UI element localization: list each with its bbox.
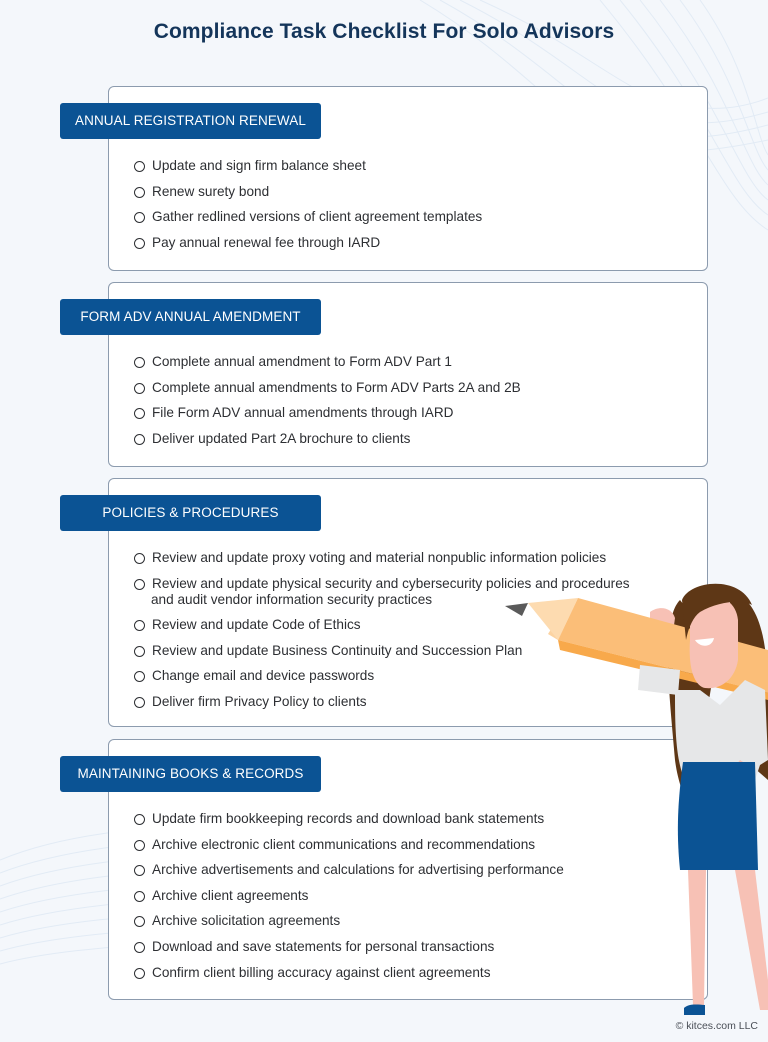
woman-holding-pencil-illustration (490, 570, 768, 1020)
circle-checkbox-icon[interactable] (134, 840, 145, 851)
circle-checkbox-icon[interactable] (134, 671, 145, 682)
section-header-annual-registration-renewal: ANNUAL REGISTRATION RENEWAL (60, 103, 321, 139)
circle-checkbox-icon[interactable] (134, 357, 145, 368)
circle-checkbox-icon[interactable] (134, 891, 145, 902)
circle-checkbox-icon[interactable] (134, 865, 145, 876)
circle-checkbox-icon[interactable] (134, 408, 145, 419)
checklist-item[interactable]: Review and update physical security and cybersecurity policies and procedures (134, 576, 630, 592)
checklist-item[interactable]: Review and update Code of Ethics (134, 617, 630, 643)
checklist-item[interactable]: Deliver firm Privacy Policy to clients (134, 694, 630, 720)
checklist-item[interactable]: Pay annual renewal fee through IARD (134, 235, 482, 261)
circle-checkbox-icon[interactable] (134, 916, 145, 927)
page-title: Compliance Task Checklist For Solo Advisors (153, 20, 615, 43)
section-header-form-adv-annual-amendment: FORM ADV ANNUAL AMENDMENT (60, 299, 321, 335)
checklist-item[interactable]: Review and update Business Continuity and Succession Plan (134, 643, 630, 669)
section-header-maintaining-books-records: MAINTAINING BOOKS & RECORDS (60, 756, 321, 792)
circle-checkbox-icon[interactable] (134, 968, 145, 979)
checklist-form-adv-annual-amendment (134, 354, 521, 457)
checklist-annual-registration-renewal (134, 158, 482, 261)
checklist-item[interactable]: File Form ADV annual amendments through IARD (134, 405, 521, 431)
checklist-item[interactable]: Change email and device passwords (134, 668, 630, 694)
circle-checkbox-icon[interactable] (134, 942, 145, 953)
circle-checkbox-icon[interactable] (134, 238, 145, 249)
copyright-footer: © kitces.com LLC (675, 1020, 758, 1032)
circle-checkbox-icon[interactable] (134, 187, 145, 198)
checklist-item[interactable]: Renew surety bond (134, 184, 482, 210)
checklist-item[interactable]: Confirm client billing accuracy against client agreements (134, 965, 564, 991)
checklist-item[interactable]: Archive electronic client communications and recommendations (134, 837, 564, 863)
circle-checkbox-icon[interactable] (134, 161, 145, 172)
circle-checkbox-icon[interactable] (134, 212, 145, 223)
checklist-item[interactable]: Gather redlined versions of client agreement templates (134, 209, 482, 235)
circle-checkbox-icon[interactable] (134, 553, 145, 564)
circle-checkbox-icon[interactable] (134, 434, 145, 445)
checklist-item[interactable]: Update and sign firm balance sheet (134, 158, 482, 184)
circle-checkbox-icon[interactable] (134, 579, 145, 590)
checklist-item-continuation: and audit vendor information security practices (151, 591, 433, 607)
checklist-item[interactable]: Complete annual amendments to Form ADV Parts 2A and 2B (134, 380, 521, 406)
checklist-item[interactable]: Update firm bookkeeping records and download bank statements (134, 811, 564, 837)
circle-checkbox-icon[interactable] (134, 814, 145, 825)
checklist-item[interactable]: Review and update proxy voting and material nonpublic information policies (134, 550, 630, 576)
checklist-item[interactable]: Complete annual amendment to Form ADV Part 1 (134, 354, 521, 380)
checklist-item[interactable]: Archive advertisements and calculations for advertising performance (134, 862, 564, 888)
checklist-item[interactable]: Deliver updated Part 2A brochure to clients (134, 431, 521, 457)
circle-checkbox-icon[interactable] (134, 620, 145, 631)
circle-checkbox-icon[interactable] (134, 383, 145, 394)
checklist-item[interactable]: Archive client agreements (134, 888, 564, 914)
section-header-policies-procedures: POLICIES & PROCEDURES (60, 495, 321, 531)
circle-checkbox-icon[interactable] (134, 646, 145, 657)
circle-checkbox-icon[interactable] (134, 697, 145, 708)
checklist-item[interactable]: Archive solicitation agreements (134, 913, 564, 939)
checklist-item[interactable]: Download and save statements for personal transactions (134, 939, 564, 965)
